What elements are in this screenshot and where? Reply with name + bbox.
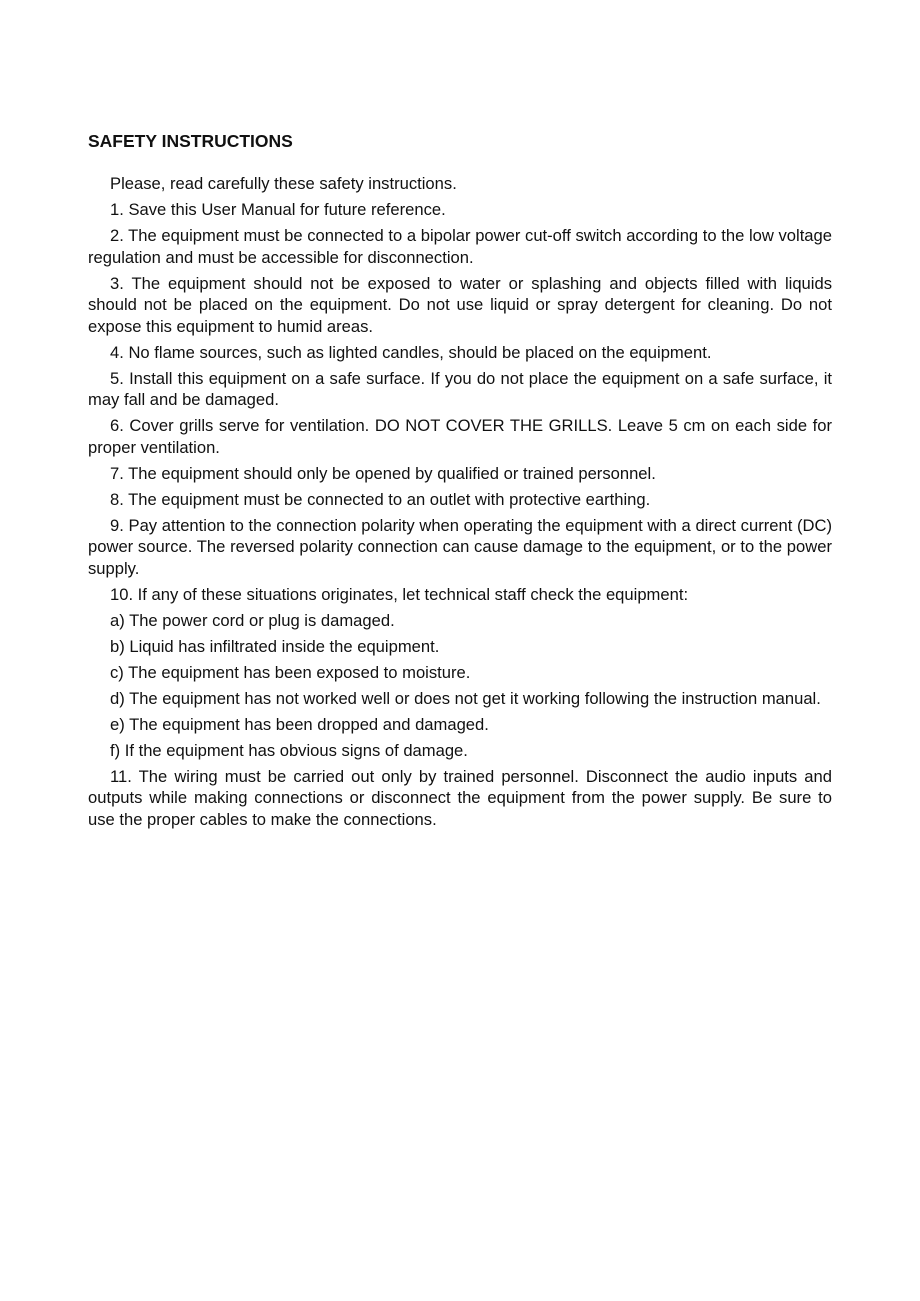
document-page xyxy=(88,130,832,835)
instruction-10-item-a: a) The power cord or plug is damaged. xyxy=(110,610,395,630)
instruction-5: 5. Install this equipment on a safe surface. If you do not place the equipment on a safe surface, it may fall and be damaged. xyxy=(88,368,832,409)
instruction-9: 9. Pay attention to the connection polarity when operating the equipment with a direct current (DC) power source. The reversed polarity connection can cause damage to the equipment, or to the power supply. xyxy=(88,515,832,578)
instruction-11: 11. The wiring must be carried out only by trained personnel. Disconnect the audio inputs and outputs while making connections or disconnect the equipment from the power supply. Be sure to use the proper cables to make the connections. xyxy=(88,766,832,829)
instruction-10-item-d: d) The equipment has not worked well or does not get it working following the instruction manual. xyxy=(110,688,821,708)
instruction-10-item-f: f) If the equipment has obvious signs of damage. xyxy=(110,740,468,760)
instruction-8: 8. The equipment must be connected to an outlet with protective earthing. xyxy=(110,489,651,509)
instruction-10-item-b: b) Liquid has infiltrated inside the equipment. xyxy=(110,636,440,656)
instruction-1: 1. Save this User Manual for future reference. xyxy=(110,200,446,219)
instruction-3: 3. The equipment should not be exposed to water or splashing and objects filled with liquids should not be placed on the equipment. Do not use liquid or spray detergent for cleaning. Do not expose this equipment to humid areas. xyxy=(88,273,832,336)
instruction-2: 2. The equipment must be connected to a bipolar power cut-off switch according to the low voltage regulation and must be accessible for disconnection. xyxy=(88,226,832,267)
instruction-7: 7. The equipment should only be opened by qualified or trained personnel. xyxy=(110,463,656,483)
instruction-4: 4. No flame sources, such as lighted candles, should be placed on the equipment. xyxy=(110,342,712,362)
page-title: SAFETY INSTRUCTIONS xyxy=(88,131,293,151)
instruction-10-item-c: c) The equipment has been exposed to moisture. xyxy=(110,662,471,682)
instruction-10-item-e: e) The equipment has been dropped and damaged. xyxy=(110,714,489,734)
intro-paragraph: Please, read carefully these safety instructions. xyxy=(110,174,457,193)
instruction-6: 6. Cover grills serve for ventilation. DO NOT COVER THE GRILLS. Leave 5 cm on each side for proper ventilation. xyxy=(88,416,832,457)
instruction-10: 10. If any of these situations originates, let technical staff check the equipment: xyxy=(110,584,689,604)
